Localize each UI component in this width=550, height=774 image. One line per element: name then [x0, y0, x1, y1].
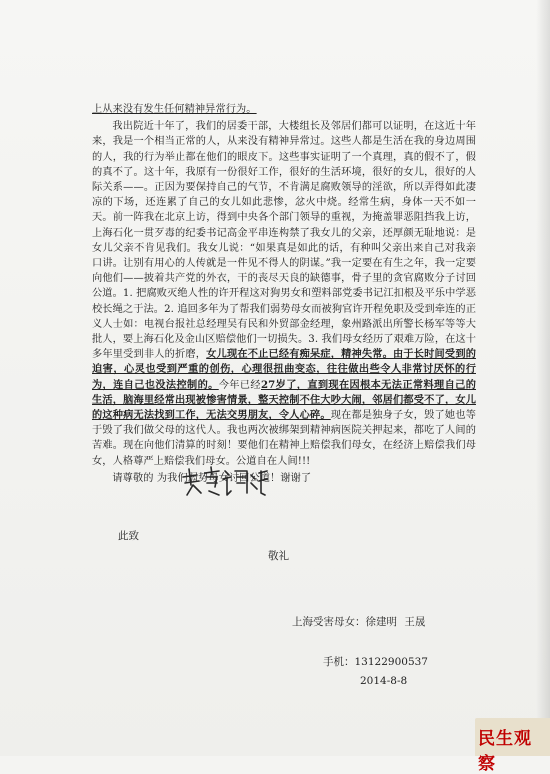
letter-heading-line: 上从来没有发生任何精神异常行为。	[92, 104, 257, 115]
paragraph-bold-text-1: 女儿现在不止已经有痴呆症，精神失常。由于长时间受到的迫害，心灵也受到严重的创伤，心理很扭曲变态，往往做出些令人非常讨厌怀的行为，连自己也没法控制的。	[92, 348, 476, 391]
phone-line: 手机：13122900537	[323, 656, 428, 668]
paragraph-text-1: 我出院近十年了，我们的居委干部，大楼组长及邻居们都可以证明，在这近十年来，我是一个相当正常的人，从来没有精神异常过。这些人都是生活在我的身边周围的人，我的行为举止都在他们的眼皮下。这些事实证明了一个真理，真的假不了，假的真不了。这十年，我原有一份很好工作，很好的生活环境，很好的女儿，很好的人际关系——。正因为要保持自己的气节，不肯满足腐败领导的淫欲，所以弄得如此凄凉的下场，还连累了自己的女儿如此悲惨，忿火中烧。经常生病，身体一天不如一天。前一阵我在北京上访，得到中央各个部门领导的重视，为掩盖罪恶阻挡我上访，上海石化一贯歹毒的纪委书记高金平串连构禁了我女儿的父亲，还厚颜无耻地说：是女儿父亲不肯见我们。我女儿说：“如果真是如此的话，有种叫父亲出来自己对我亲口讲。让别有用心的人传就是一件见不得人的阴谋。”我一定要在有生之年，我一定要向他们——披着共产党的外衣，干的丧尽天良的缺德事，骨子里的贪官腐败分子讨回公道。1. 把腐败灭绝人性的许开程这对狗男女和塑料部党委书记江扣根及平乐中学恶校长绳之于法。2. 追回多年为了帮我们弱势母女而被狗官许开程免职及受到牵连的正义人士如：电视台报社总经理吴有民和外贸部金经理，象州路派出所警长杨军等等大批人，要上海石化及金山区赔偿他们一切损失。3. 我们母女经历了艰难万险，在这十多年里受到非人的折磨，	[92, 121, 476, 361]
jing-li-text: 敬礼	[268, 550, 289, 562]
closing-request-line: 请尊敬的 为我们弱势母女讨回公道！谢谢了	[112, 472, 312, 484]
handwritten-signature-image	[179, 465, 269, 501]
paragraph-bold-text-2: 27岁了，直到现在因根本无法正常料理自己的生活，脑海里经常出现被惨害情景，整天控制不住大吵大闹，邻居们都受不了，女儿的这种病无法找到工作，无法交男朋友，令人心碎。	[92, 378, 477, 422]
paragraph-text-end: 现在都是独身子女，毁了她也等于毁了我们做父母的这代人。我也两次被绑架到精神病医院关押起来，都吃了人间的苦难。现在向他们清算的时刻！要他们在精神上赔偿我们母女，在经济上赔偿我们母女，人格尊严上赔偿我们母女。公道自在人间!!!	[92, 410, 476, 467]
letter-paragraph	[92, 119, 476, 469]
page-edge-shadow	[536, 0, 550, 756]
letter-body	[92, 102, 476, 486]
ci-zhi-text: 此致	[118, 530, 139, 542]
watermark-stamp-text: 民生观察	[478, 729, 532, 774]
signatures-line: 上海受害母女：徐建明 王晟	[292, 616, 426, 628]
paragraph-text-mid: 今年已经	[218, 379, 261, 391]
date-line: 2014-8-8	[360, 675, 408, 687]
